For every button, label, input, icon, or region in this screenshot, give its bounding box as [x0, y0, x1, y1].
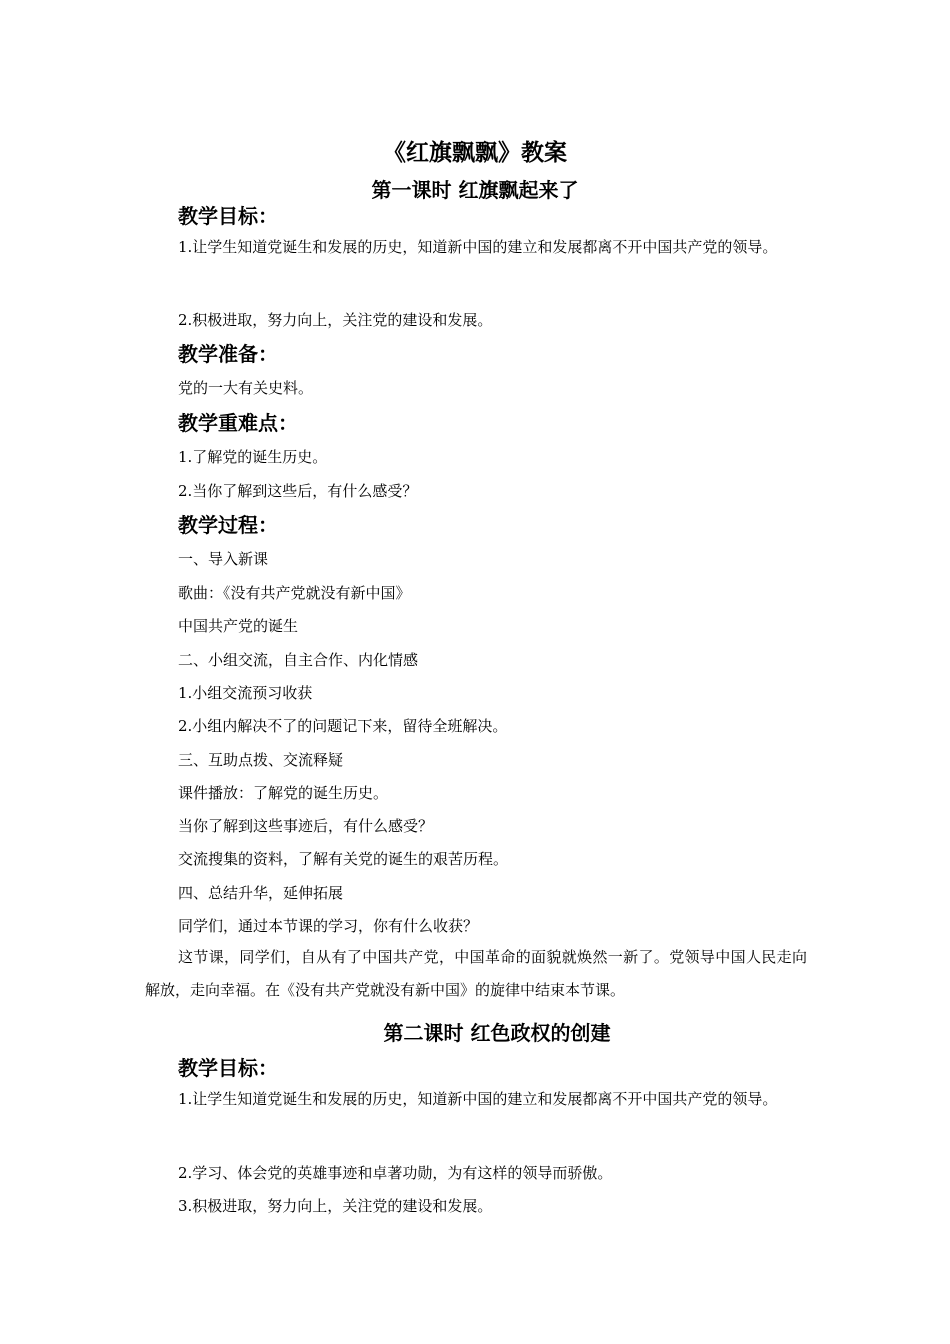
lesson1-objectives-heading: 教学目标：	[178, 204, 278, 228]
process-step-8: 课件播放：了解党的诞生历史。	[178, 784, 389, 802]
lesson2-objective-2: 2.学习、体会党的英雄事迹和卓著功勋，为有这样的领导而骄傲。	[178, 1164, 613, 1182]
process-step-11: 四、总结升华，延伸拓展	[178, 884, 344, 902]
process-step-7: 三、互助点拨、交流释疑	[178, 751, 344, 769]
lesson1-preparation-text: 党的一大有关史料。	[178, 379, 314, 397]
process-step-3: 中国共产党的诞生	[178, 617, 299, 635]
process-step-2: 歌曲：《没有共产党就没有新中国》	[178, 584, 411, 602]
lesson2-objective-3: 3.积极进取，努力向上，关注党的建设和发展。	[178, 1197, 493, 1215]
lesson2-title: 第二课时 红色政权的创建	[383, 1021, 611, 1045]
process-step-4: 二、小组交流，自主合作、内化情感	[178, 651, 419, 669]
lesson1-key-point-1: 1.了解党的诞生历史。	[178, 448, 328, 466]
lesson2-objectives-heading: 教学目标：	[178, 1056, 278, 1080]
process-step-10: 交流搜集的资料，了解有关党的诞生的艰苦历程。	[178, 850, 509, 868]
lesson1-objective-1: 1.让学生知道党诞生和发展的历史，知道新中国的建立和发展都离不开中国共产党的领导。	[178, 238, 778, 256]
process-step-9: 当你了解到这些事迹后，有什么感受？	[178, 817, 434, 835]
lesson1-preparation-heading: 教学准备：	[178, 342, 278, 366]
lesson1-closing-paragraph: 这节课，同学们，自从有了中国共产党，中国革命的面貌就焕然一新了。党领导中国人民走向解放，走向幸福。在《没有共产党就没有新中国》的旋律中结束本节课。	[145, 948, 807, 999]
lesson1-process-heading: 教学过程：	[178, 513, 278, 537]
document-title: 《红旗飘飘》教案	[383, 139, 567, 166]
lesson1-objective-2: 2.积极进取，努力向上，关注党的建设和发展。	[178, 311, 493, 329]
lesson1-key-points-heading: 教学重难点：	[178, 411, 298, 435]
process-step-5: 1.小组交流预习收获	[178, 684, 313, 702]
lesson1-title: 第一课时 红旗飘起来了	[371, 178, 579, 202]
process-step-6: 2.小组内解决不了的问题记下来，留待全班解决。	[178, 717, 508, 735]
lesson2-objective-1: 1.让学生知道党诞生和发展的历史，知道新中国的建立和发展都离不开中国共产党的领导。	[178, 1090, 778, 1108]
process-step-12: 同学们，通过本节课的学习，你有什么收获？	[178, 917, 479, 935]
lesson1-key-point-2: 2.当你了解到这些后，有什么感受？	[178, 482, 418, 500]
process-step-1: 一、导入新课	[178, 550, 269, 568]
